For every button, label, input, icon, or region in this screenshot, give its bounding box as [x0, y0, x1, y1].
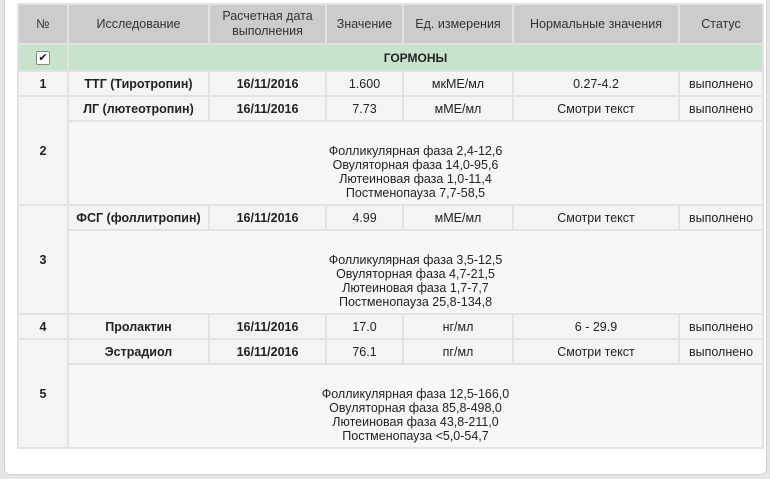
study-name: ФСГ (фоллитропин)	[69, 206, 208, 229]
table-row	[19, 72, 762, 95]
row-number: 5	[19, 340, 67, 447]
status: выполнено	[680, 206, 762, 229]
check-icon: ✔	[38, 52, 48, 64]
header-date: Расчетная дата выполнения	[210, 5, 325, 43]
table-row	[19, 315, 762, 338]
row-number: 2	[19, 97, 67, 204]
reference-row	[19, 365, 762, 447]
reference-line: Овуляторная фаза 14,0-95,6	[332, 158, 499, 172]
reference-line: Фолликулярная фаза 3,5-12,5	[328, 253, 503, 267]
normal-range: 6 - 29.9	[514, 315, 678, 338]
unit: мМЕ/мл	[404, 206, 512, 229]
reference-notes	[69, 365, 762, 447]
results-card	[4, 0, 767, 475]
group-row	[19, 45, 762, 70]
reference-line: Лютеиновая фаза 1,7-7,7	[342, 281, 489, 295]
unit: нг/мл	[404, 315, 512, 338]
normal-range: 0.27-4.2	[514, 72, 678, 95]
due-date: 16/11/2016	[210, 340, 325, 363]
result-value: 1.600	[327, 72, 402, 95]
header-value: Значение	[327, 5, 402, 43]
reference-notes	[69, 122, 762, 204]
result-value: 76.1	[327, 340, 402, 363]
study-name: ТТГ (Тиротропин)	[69, 72, 208, 95]
reference-notes	[69, 231, 762, 313]
status: выполнено	[680, 72, 762, 95]
reference-row	[19, 122, 762, 204]
reference-line: Постменопауза <5,0-54,7	[342, 429, 489, 443]
study-name: Пролактин	[69, 315, 208, 338]
status: выполнено	[680, 97, 762, 120]
status: выполнено	[680, 315, 762, 338]
lab-results-table	[17, 3, 764, 449]
reference-line: Лютеиновая фаза 1,0-11,4	[339, 172, 492, 186]
normal-range: Смотри текст	[514, 340, 678, 363]
due-date: 16/11/2016	[210, 97, 325, 120]
table-row	[19, 206, 762, 229]
header-num: №	[19, 5, 67, 43]
group-title: ГОРМОНЫ	[69, 45, 762, 70]
group-checkbox[interactable]	[36, 51, 50, 65]
table-row	[19, 97, 762, 120]
reference-line: Постменопауза 7,7-58,5	[345, 186, 486, 200]
row-number: 1	[19, 72, 67, 95]
reference-row	[19, 231, 762, 313]
unit: пг/мл	[404, 340, 512, 363]
table-header-row	[19, 5, 762, 43]
normal-range: Смотри текст	[514, 206, 678, 229]
unit: мкМЕ/мл	[404, 72, 512, 95]
group-checkbox-cell	[19, 45, 67, 70]
normal-range: Смотри текст	[514, 97, 678, 120]
header-normal: Нормальные значения	[514, 5, 678, 43]
reference-line: Фолликулярная фаза 12,5-166,0	[321, 387, 510, 401]
status: выполнено	[680, 340, 762, 363]
reference-line: Постменопауза 25,8-134,8	[338, 295, 493, 309]
result-value: 4.99	[327, 206, 402, 229]
header-status: Статус	[680, 5, 762, 43]
reference-line: Фолликулярная фаза 2,4-12,6	[328, 144, 503, 158]
unit: мМЕ/мл	[404, 97, 512, 120]
due-date: 16/11/2016	[210, 72, 325, 95]
reference-line: Лютеиновая фаза 43,8-211,0	[332, 415, 499, 429]
table-row	[19, 340, 762, 363]
reference-line: Овуляторная фаза 85,8-498,0	[329, 401, 502, 415]
row-number: 4	[19, 315, 67, 338]
study-name: ЛГ (лютеотропин)	[69, 97, 208, 120]
due-date: 16/11/2016	[210, 315, 325, 338]
result-value: 7.73	[327, 97, 402, 120]
header-study: Исследование	[69, 5, 208, 43]
reference-line: Овуляторная фаза 4,7-21,5	[336, 267, 495, 281]
study-name: Эстрадиол	[69, 340, 208, 363]
due-date: 16/11/2016	[210, 206, 325, 229]
result-value: 17.0	[327, 315, 402, 338]
row-number: 3	[19, 206, 67, 313]
header-unit: Ед. измерения	[404, 5, 512, 43]
